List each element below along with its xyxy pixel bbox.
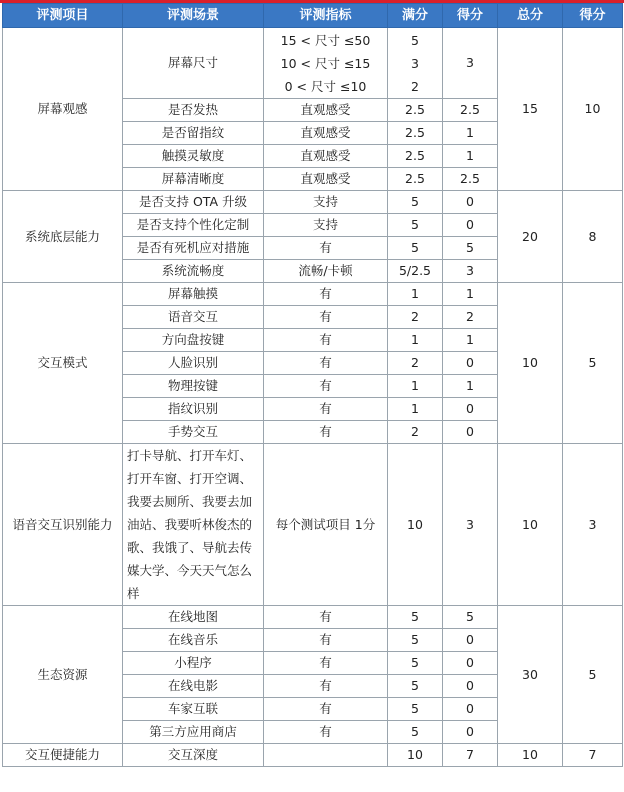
indicator-line: 15 < 尺寸 ≤50 xyxy=(280,32,371,48)
scene-cell: 交互深度 xyxy=(123,744,264,767)
item-cell: 屏幕观感 xyxy=(3,28,123,191)
header-score: 得分 xyxy=(443,4,498,28)
score-cell: 5 xyxy=(443,237,498,260)
scene-cell: 是否支持 OTA 升级 xyxy=(123,191,264,214)
scene-cell: 手势交互 xyxy=(123,421,264,444)
indicator-cell: 有 xyxy=(264,421,388,444)
total-cell: 10 xyxy=(498,283,563,444)
scene-cell: 是否留指纹 xyxy=(123,122,264,145)
scene-cell: 小程序 xyxy=(123,652,264,675)
indicator-cell: 有 xyxy=(264,283,388,306)
score-cell: 0 xyxy=(443,629,498,652)
score-cell: 0 xyxy=(443,214,498,237)
indicator-cell xyxy=(264,28,388,99)
full-score-cell: 2.5 xyxy=(388,145,443,168)
score-cell: 0 xyxy=(443,698,498,721)
scene-cell: 屏幕清晰度 xyxy=(123,168,264,191)
scene-cell: 在线音乐 xyxy=(123,629,264,652)
scene-cell: 是否有死机应对措施 xyxy=(123,237,264,260)
total-score-cell: 5 xyxy=(563,283,623,444)
score-cell: 3 xyxy=(443,444,498,606)
indicator-line: 0 < 尺寸 ≤10 xyxy=(284,78,367,94)
full-score-cell: 1 xyxy=(388,398,443,421)
item-cell: 语音交互识别能力 xyxy=(3,444,123,606)
score-cell: 3 xyxy=(443,28,498,99)
full-score-cell: 1 xyxy=(388,375,443,398)
full-score-cell xyxy=(388,28,443,99)
indicator-cell: 直观感受 xyxy=(264,168,388,191)
scene-cell: 打卡导航、打开车灯、打开车窗、打开空调、我要去厕所、我要去加油站、我要听林俊杰的歌、我饿了、导航去传媒大学、今天天气怎么样 xyxy=(123,444,264,606)
full-score-cell: 2.5 xyxy=(388,122,443,145)
total-score-cell: 7 xyxy=(563,744,623,767)
full-score-cell: 2 xyxy=(388,421,443,444)
indicator-cell: 有 xyxy=(264,675,388,698)
full-score-cell: 2 xyxy=(388,306,443,329)
full-score-cell: 10 xyxy=(388,444,443,606)
full-score-cell: 5 xyxy=(388,675,443,698)
scene-cell: 指纹识别 xyxy=(123,398,264,421)
full-score-cell: 1 xyxy=(388,283,443,306)
full-score-cell: 2.5 xyxy=(388,168,443,191)
indicator-cell: 有 xyxy=(264,698,388,721)
header-item: 评测项目 xyxy=(3,4,123,28)
score-cell: 0 xyxy=(443,721,498,744)
total-score-cell: 5 xyxy=(563,606,623,744)
indicator-cell: 直观感受 xyxy=(264,145,388,168)
header-indicator: 评测指标 xyxy=(264,4,388,28)
total-cell: 15 xyxy=(498,28,563,191)
score-cell: 1 xyxy=(443,145,498,168)
header-full-score: 满分 xyxy=(388,4,443,28)
full-score-cell: 10 xyxy=(388,744,443,767)
total-score-cell: 8 xyxy=(563,191,623,283)
full-score-line: 5 xyxy=(411,32,419,48)
score-cell: 1 xyxy=(443,375,498,398)
header-total-score: 得分 xyxy=(563,4,623,28)
indicator-cell: 有 xyxy=(264,398,388,421)
scene-cell: 第三方应用商店 xyxy=(123,721,264,744)
indicator-cell: 有 xyxy=(264,237,388,260)
score-cell: 0 xyxy=(443,191,498,214)
score-cell: 2.5 xyxy=(443,99,498,122)
full-score-line: 2 xyxy=(411,78,419,94)
full-score-cell: 5 xyxy=(388,214,443,237)
full-score-cell: 5 xyxy=(388,721,443,744)
indicator-cell xyxy=(264,744,388,767)
scene-cell: 物理按键 xyxy=(123,375,264,398)
score-cell: 0 xyxy=(443,675,498,698)
item-cell: 交互模式 xyxy=(3,283,123,444)
score-cell: 0 xyxy=(443,421,498,444)
table-row xyxy=(3,191,623,214)
scene-cell: 语音交互 xyxy=(123,306,264,329)
full-score-cell: 2.5 xyxy=(388,99,443,122)
score-cell: 2.5 xyxy=(443,168,498,191)
scene-cell: 在线地图 xyxy=(123,606,264,629)
header-scene: 评测场景 xyxy=(123,4,264,28)
indicator-cell: 有 xyxy=(264,352,388,375)
full-score-cell: 5 xyxy=(388,629,443,652)
full-score-cell: 5/2.5 xyxy=(388,260,443,283)
scene-cell: 人脸识别 xyxy=(123,352,264,375)
scene-cell: 是否支持个性化定制 xyxy=(123,214,264,237)
indicator-line: 10 < 尺寸 ≤15 xyxy=(280,55,371,71)
indicator-cell: 有 xyxy=(264,606,388,629)
scene-cell: 屏幕触摸 xyxy=(123,283,264,306)
table-header-row xyxy=(3,4,623,28)
indicator-cell: 有 xyxy=(264,652,388,675)
score-cell: 1 xyxy=(443,122,498,145)
scene-cell: 在线电影 xyxy=(123,675,264,698)
full-score-cell: 2 xyxy=(388,352,443,375)
score-cell: 3 xyxy=(443,260,498,283)
header-total: 总分 xyxy=(498,4,563,28)
score-cell: 5 xyxy=(443,606,498,629)
indicator-cell: 支持 xyxy=(264,214,388,237)
evaluation-table xyxy=(2,3,623,767)
table-row xyxy=(3,444,623,606)
total-cell: 10 xyxy=(498,444,563,606)
score-cell: 7 xyxy=(443,744,498,767)
scene-cell: 是否发热 xyxy=(123,99,264,122)
total-score-cell: 10 xyxy=(563,28,623,191)
scene-cell: 车家互联 xyxy=(123,698,264,721)
total-cell: 20 xyxy=(498,191,563,283)
indicator-cell: 有 xyxy=(264,721,388,744)
scene-cell: 触摸灵敏度 xyxy=(123,145,264,168)
table-row xyxy=(3,28,623,99)
item-cell: 系统底层能力 xyxy=(3,191,123,283)
full-score-cell: 5 xyxy=(388,237,443,260)
score-cell: 2 xyxy=(443,306,498,329)
total-score-cell: 3 xyxy=(563,444,623,606)
full-score-cell: 5 xyxy=(388,191,443,214)
indicator-cell: 有 xyxy=(264,329,388,352)
full-score-line: 3 xyxy=(411,55,419,71)
scene-cell: 方向盘按键 xyxy=(123,329,264,352)
full-score-cell: 5 xyxy=(388,698,443,721)
total-cell: 30 xyxy=(498,606,563,744)
score-cell: 0 xyxy=(443,398,498,421)
table-row xyxy=(3,283,623,306)
indicator-cell: 直观感受 xyxy=(264,122,388,145)
table-row xyxy=(3,606,623,629)
indicator-cell: 有 xyxy=(264,629,388,652)
scene-cell: 屏幕尺寸 xyxy=(123,28,264,99)
indicator-cell: 有 xyxy=(264,306,388,329)
indicator-cell: 流畅/卡顿 xyxy=(264,260,388,283)
score-cell: 1 xyxy=(443,283,498,306)
item-cell: 交互便捷能力 xyxy=(3,744,123,767)
full-score-cell: 5 xyxy=(388,652,443,675)
item-cell: 生态资源 xyxy=(3,606,123,744)
indicator-cell: 支持 xyxy=(264,191,388,214)
scene-cell: 系统流畅度 xyxy=(123,260,264,283)
indicator-cell: 直观感受 xyxy=(264,99,388,122)
score-cell: 0 xyxy=(443,352,498,375)
score-cell: 0 xyxy=(443,652,498,675)
indicator-cell: 每个测试项目 1分 xyxy=(264,444,388,606)
indicator-cell: 有 xyxy=(264,375,388,398)
total-cell: 10 xyxy=(498,744,563,767)
full-score-cell: 5 xyxy=(388,606,443,629)
score-cell: 1 xyxy=(443,329,498,352)
full-score-cell: 1 xyxy=(388,329,443,352)
table-row xyxy=(3,744,623,767)
